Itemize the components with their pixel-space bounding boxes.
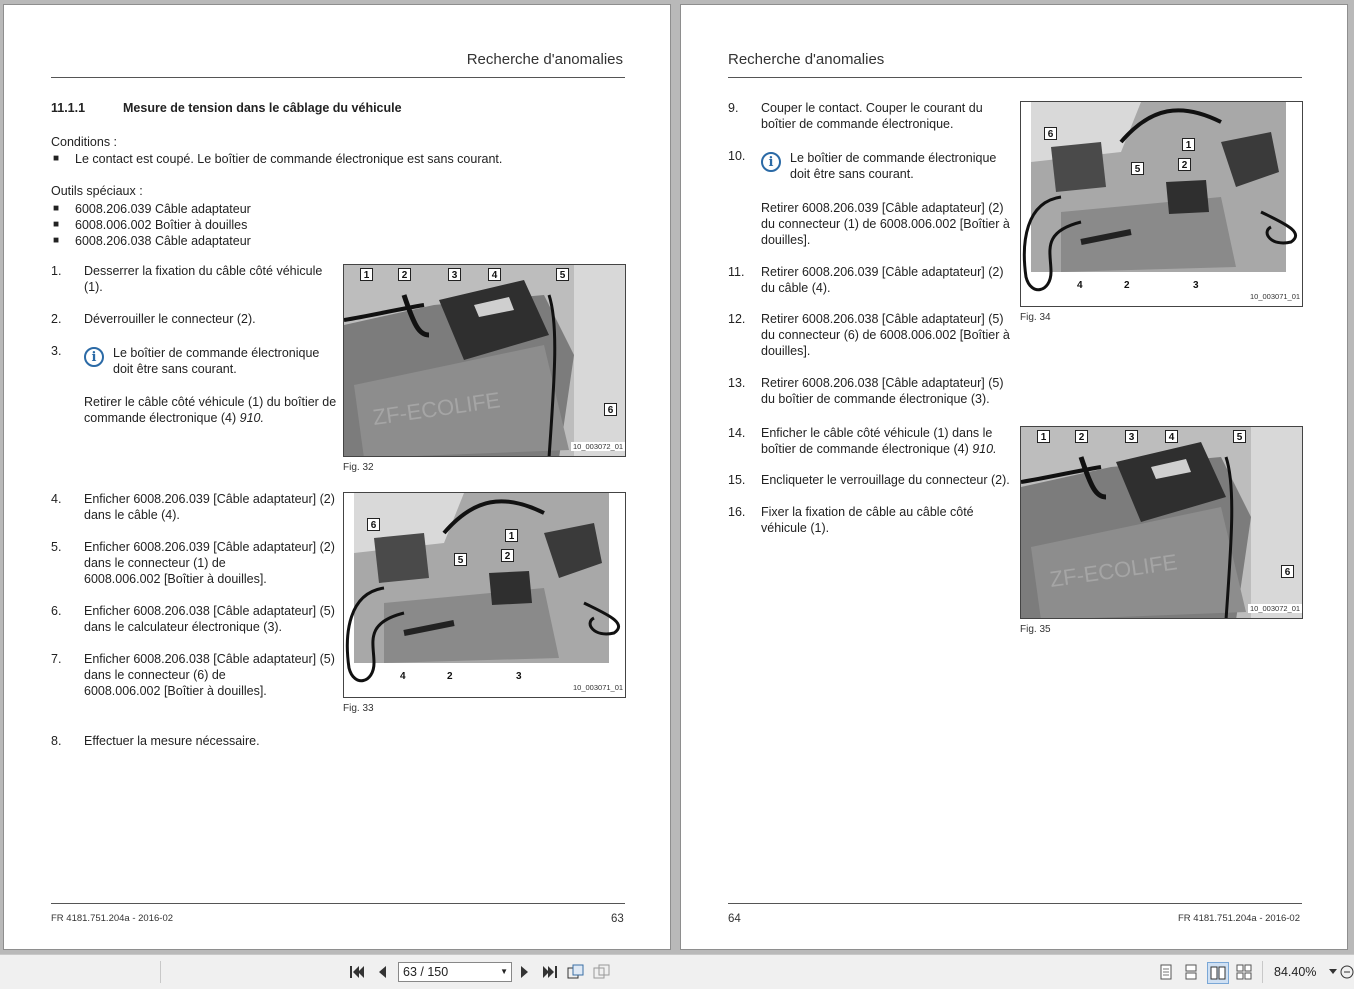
- first-page-icon[interactable]: [348, 963, 366, 981]
- reference-link[interactable]: 910.: [239, 411, 264, 425]
- step-number: 3.: [51, 344, 62, 358]
- figure-code: 10_003072_01: [1250, 604, 1301, 613]
- bullet-icon: ■: [53, 203, 60, 214]
- callout-label: 6: [1281, 565, 1294, 578]
- figure-caption: Fig. 32: [343, 462, 374, 473]
- callout-label: 3: [516, 671, 522, 682]
- step-text: Retirer 6008.206.039 [Câble adaptateur] (2) du câble (4).: [761, 265, 1004, 295]
- single-page-icon[interactable]: [1157, 963, 1175, 981]
- footer-doc-id: FR 4181.751.204a - 2016-02: [1177, 913, 1300, 924]
- step-text: Couper le contact. Couper le courant du boîtier de commande électronique.: [761, 101, 983, 131]
- section-number: 11.1.1: [51, 101, 86, 115]
- header-rule: [728, 77, 1302, 78]
- condition-item: Le contact est coupé. Le boîtier de commande électronique est sans courant.: [75, 152, 503, 166]
- footer-rule: [51, 903, 625, 904]
- info-icon: i: [761, 152, 781, 172]
- conditions-label: Conditions :: [51, 135, 118, 149]
- figure-32-photo: [343, 264, 626, 457]
- step-text: Fixer la fixation de câble au câble côté véhicule (1).: [761, 505, 974, 535]
- step-text: Enficher 6008.206.038 [Câble adaptateur] (5) dans le connecteur (6) de 6008.006.002 [Boîtier à douilles].: [84, 652, 335, 698]
- step-number: 4.: [51, 492, 62, 506]
- zoom-dropdown-icon[interactable]: [1328, 963, 1338, 981]
- pdf-page-right: [680, 4, 1348, 950]
- step-text: Desserrer la fixation du câble côté véhicule (1).: [84, 264, 323, 294]
- callout-label: 2: [447, 671, 453, 682]
- step-number: 10.: [728, 149, 746, 163]
- next-page-icon[interactable]: [516, 963, 534, 981]
- page-header-title: Recherche d'anomalies: [728, 51, 885, 68]
- step-number: 9.: [728, 101, 739, 115]
- callout-label: 4: [1077, 280, 1083, 291]
- callout-label: 6: [367, 518, 380, 531]
- figure-code: 10_003072_01: [573, 442, 624, 451]
- step-text: Enficher 6008.206.038 [Câble adaptateur] (5) dans le calculateur électronique (3).: [84, 604, 335, 634]
- zoom-out-icon[interactable]: [1340, 963, 1354, 981]
- bullet-icon: ■: [53, 219, 60, 230]
- svg-text:ZF-ECOLIFE: ZF-ECOLIFE: [371, 387, 502, 430]
- callout-label: 5: [556, 268, 569, 281]
- toolbar-divider: [160, 961, 161, 983]
- callout-label: 4: [1165, 430, 1178, 443]
- callout-label: 3: [1193, 280, 1199, 291]
- footer-page-number: 63: [611, 913, 624, 925]
- chevron-down-icon[interactable]: ▼: [500, 967, 508, 976]
- step-number: 5.: [51, 540, 62, 554]
- callout-label: 2: [501, 549, 514, 562]
- figure-code: 10_003071_01: [1250, 292, 1301, 301]
- prev-page-icon[interactable]: [373, 963, 391, 981]
- bullet-icon: ■: [53, 235, 60, 246]
- rotate-left-icon[interactable]: [567, 963, 585, 981]
- step-number: 12.: [728, 312, 746, 326]
- step-text: Retirer 6008.206.038 [Câble adaptateur] (5) du connecteur (6) de 6008.006.002 [Boîtier à douilles].: [761, 312, 1010, 358]
- callout-label: 4: [488, 268, 501, 281]
- tool-item: 6008.206.038 Câble adaptateur: [75, 234, 251, 248]
- callout-label: 1: [1037, 430, 1050, 443]
- figure-caption: Fig. 33: [343, 703, 374, 714]
- two-page-icon[interactable]: [1207, 962, 1229, 984]
- step-text: Enficher 6008.206.039 [Câble adaptateur] (2) dans le connecteur (1) de 6008.006.002 [Boîtier à douilles].: [84, 540, 335, 586]
- tools-label: Outils spéciaux :: [51, 184, 143, 198]
- callout-label: 5: [454, 553, 467, 566]
- footer-doc-id: FR 4181.751.204a - 2016-02: [51, 913, 174, 924]
- step-number: 7.: [51, 652, 62, 666]
- callout-label: 4: [400, 671, 406, 682]
- header-rule: [51, 77, 625, 78]
- continuous-icon[interactable]: [1182, 963, 1200, 981]
- callout-label: 3: [1125, 430, 1138, 443]
- footer-rule: [728, 903, 1302, 904]
- step-number: 6.: [51, 604, 62, 618]
- callout-label: 2: [1178, 158, 1191, 171]
- step-text: Enficher le câble côté véhicule (1) dans le boîtier de commande électronique (4) 910.: [761, 426, 997, 456]
- step-number: 15.: [728, 473, 746, 487]
- step-text: Enficher 6008.206.039 [Câble adaptateur] (2) dans le câble (4).: [84, 492, 335, 522]
- step-text: Retirer 6008.206.039 [Câble adaptateur] (2) du connecteur (1) de 6008.006.002 [Boîtier à douilles].: [761, 201, 1010, 247]
- callout-label: 2: [1075, 430, 1088, 443]
- bullet-icon: ■: [53, 153, 60, 164]
- figure-code: 10_003071_01: [573, 683, 624, 692]
- info-icon: i: [84, 347, 104, 367]
- step-text: Encliqueter le verrouillage du connecteur (2).: [761, 473, 1010, 487]
- figure-caption: Fig. 35: [1020, 624, 1051, 635]
- note-text: Le boîtier de commande électronique doit être sans courant.: [113, 346, 320, 376]
- note-text: Le boîtier de commande électronique doit être sans courant.: [790, 151, 997, 181]
- reference-link[interactable]: 910.: [972, 442, 997, 456]
- step-text: Déverrouiller le connecteur (2).: [84, 312, 256, 326]
- callout-label: 2: [398, 268, 411, 281]
- callout-label: 1: [360, 268, 373, 281]
- step-text: Effectuer la mesure nécessaire.: [84, 734, 260, 748]
- callout-label: 2: [1124, 280, 1130, 291]
- step-number: 13.: [728, 376, 746, 390]
- callout-label: 6: [1044, 127, 1057, 140]
- toolbar-divider: [1262, 961, 1263, 983]
- tool-item: 6008.206.039 Câble adaptateur: [75, 202, 251, 216]
- step-number: 16.: [728, 505, 746, 519]
- step-number: 11.: [728, 265, 745, 279]
- last-page-icon[interactable]: [541, 963, 559, 981]
- figure-caption: Fig. 34: [1020, 312, 1051, 323]
- two-page-continuous-icon[interactable]: [1235, 963, 1253, 981]
- callout-label: 5: [1131, 162, 1144, 175]
- figure-34-photo: [1020, 101, 1303, 307]
- figure-33-photo: [343, 492, 626, 698]
- page-header-title: Recherche d'anomalies: [466, 51, 623, 68]
- zoom-level[interactable]: 84.40%: [1274, 965, 1317, 979]
- rotate-right-icon[interactable]: [593, 963, 611, 981]
- callout-label: 1: [1182, 138, 1195, 151]
- pdf-page-left: [3, 4, 671, 950]
- page-number-input[interactable]: 63 / 150 ▼: [398, 962, 512, 982]
- step-number: 1.: [51, 264, 62, 278]
- footer-page-number: 64: [728, 913, 741, 925]
- step-text: Retirer 6008.206.038 [Câble adaptateur] (5) du boîtier de commande électronique (3).: [761, 376, 1004, 406]
- step-number: 2.: [51, 312, 62, 326]
- callout-label: 5: [1233, 430, 1246, 443]
- step-text: Retirer le câble côté véhicule (1) du boîtier de commande électronique (4) 910.: [84, 395, 337, 425]
- step-number: 14.: [728, 426, 746, 440]
- viewer-toolbar: [0, 954, 1354, 989]
- section-title: Mesure de tension dans le câblage du véhicule: [123, 101, 402, 115]
- svg-text:ZF-ECOLIFE: ZF-ECOLIFE: [1048, 549, 1179, 592]
- figure-35-photo: [1020, 426, 1303, 619]
- step-number: 8.: [51, 734, 62, 748]
- callout-label: 1: [505, 529, 518, 542]
- callout-label: 6: [604, 403, 617, 416]
- tool-item: 6008.006.002 Boîtier à douilles: [75, 218, 248, 232]
- callout-label: 3: [448, 268, 461, 281]
